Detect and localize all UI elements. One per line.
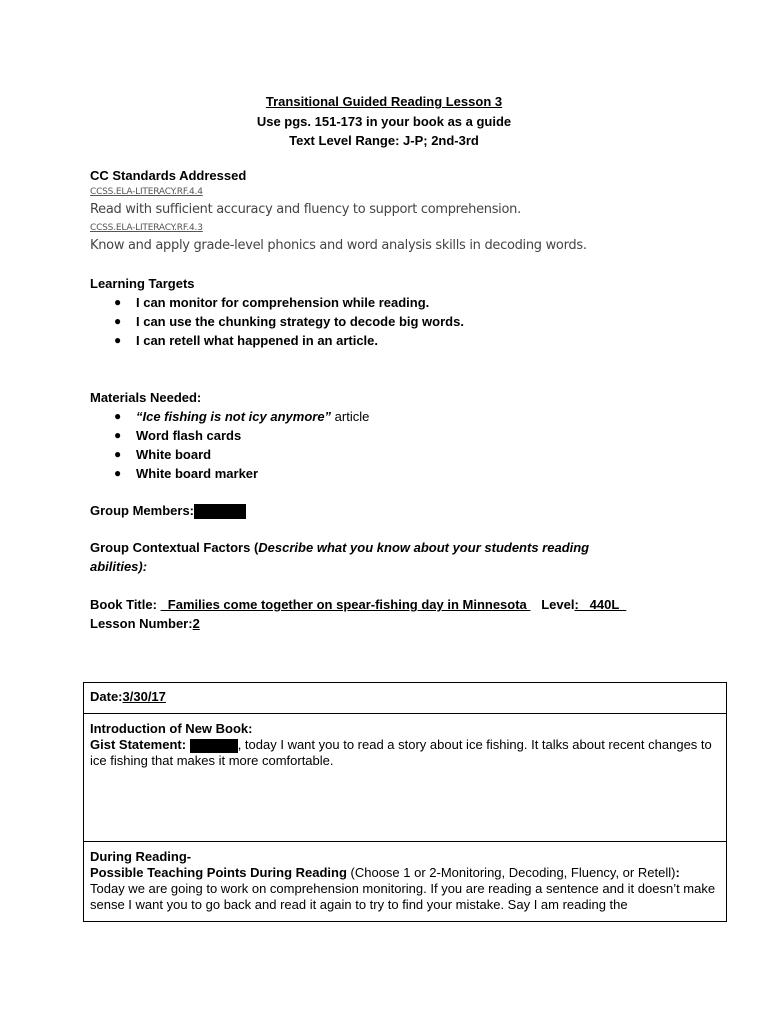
lesson-subtitle: Use pgs. 151-173 in your book as a guide: [256, 113, 512, 129]
text-level-range: Text Level Range: J-P; 2nd-3rd: [289, 133, 479, 148]
learning-targets-list: [90, 293, 730, 350]
list-item: ● Word flash cards: [114, 428, 242, 443]
bullet-icon: ●: [114, 466, 122, 480]
list-item: ● White board: [114, 447, 212, 462]
article-title: “Ice fishing is not icy anymore”: [136, 409, 332, 424]
lesson-content: [90, 167, 730, 633]
introduction-row: [84, 714, 726, 842]
list-item: ● White board marker: [114, 466, 259, 481]
bullet-icon: ●: [114, 314, 122, 328]
materials-heading: Materials Needed:: [90, 390, 202, 405]
book-level: : 440L: [574, 597, 627, 612]
list-item: ● I can retell what happened in an article.: [114, 333, 379, 348]
lesson-date: 3/30/17: [122, 689, 166, 704]
teaching-points-text: Today we are going to work on comprehension monitoring. If you are reading a sentence and it doesn’t make sense I want you to go back and read it again to try to find your mistake. Say I am reading the: [90, 881, 716, 912]
list-item: ● I can use the chunking strategy to decode big words.: [114, 314, 464, 329]
learning-targets-heading: Learning Targets: [90, 276, 195, 291]
materials-list: [90, 407, 730, 483]
bullet-icon: ●: [114, 428, 122, 442]
contextual-factors: Group Contextual Factors (Describe what you know about your students reading abilities):: [90, 540, 590, 574]
standard-description: Read with sufficient accuracy and fluency to support comprehension.: [90, 202, 521, 217]
bullet-icon: ●: [114, 409, 122, 423]
lesson-title: Transitional Guided Reading Lesson 3: [265, 94, 503, 109]
standard-code-link[interactable]: CCSS.ELA-LITERACY.RF.4.3: [90, 223, 203, 233]
book-title-line: Book Title: Families come together on spear-fishing day in Minnesota Level: 440L: [90, 597, 627, 612]
standard-code-link[interactable]: CCSS.ELA-LITERACY.RF.4.4: [90, 187, 203, 197]
group-members: Group Members:: [90, 501, 730, 520]
book-title: Families come together on spear-fishing day in Minnesota: [160, 597, 531, 612]
during-reading-heading: During Reading-: [90, 849, 192, 864]
list-item: ● “Ice fishing is not icy anymore” article: [114, 409, 370, 424]
standards-heading: CC Standards Addressed: [90, 168, 247, 183]
lesson-header: [0, 92, 768, 151]
bullet-icon: ●: [114, 295, 122, 309]
teaching-points-heading: Possible Teaching Points During Reading (Choose 1 or 2-Monitoring, Decoding, Fluency, or Retell):: [90, 865, 680, 880]
during-reading-row: [84, 842, 726, 921]
date-row: Date:3/30/17: [84, 683, 726, 714]
lesson-plan-table: [83, 682, 727, 922]
gist-statement: Gist Statement: , today I want you to read a story about ice fishing. It talks about recent changes to ice fishing that makes it more comfortable.: [90, 737, 712, 768]
lesson-number-line: Lesson Number:2: [90, 616, 200, 631]
standard-description: Know and apply grade-level phonics and word analysis skills in decoding words.: [90, 238, 587, 253]
lesson-number: 2: [192, 616, 200, 631]
redacted-name: [190, 739, 238, 753]
bullet-icon: ●: [114, 333, 122, 347]
redacted-names: [194, 504, 246, 519]
bullet-icon: ●: [114, 447, 122, 461]
list-item: ● I can monitor for comprehension while reading.: [114, 295, 430, 310]
introduction-heading: Introduction of New Book:: [90, 721, 253, 736]
